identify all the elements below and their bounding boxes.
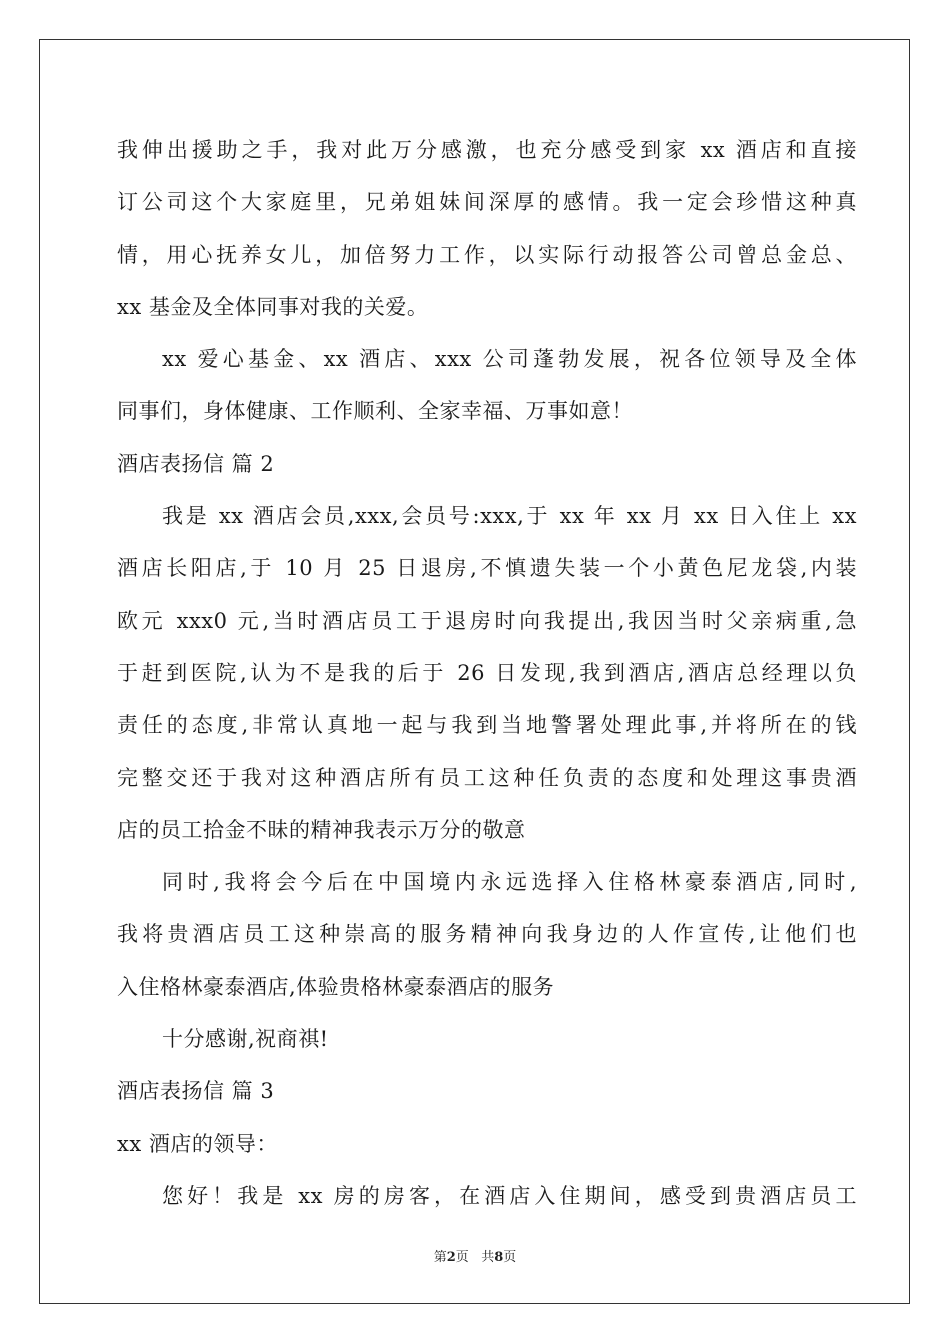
page-footer bbox=[0, 1246, 950, 1265]
text-line: 我伸出援助之手，我对此万分感激，也充分感受到家 xx 酒店和直接 bbox=[117, 138, 857, 162]
footer-page-suffix: 页 bbox=[455, 1250, 469, 1265]
paragraph-start: 同时,我将会今后在中国境内永远选择入住格林豪泰酒店,同时, bbox=[162, 870, 857, 895]
text-line: 责任的态度,非常认真地一起与我到当地警署处理此事,并将所在的钱 bbox=[117, 713, 857, 738]
paragraph-start: 您好！我是 xx 房的房客，在酒店入住期间，感受到贵酒店员工 bbox=[162, 1183, 857, 1208]
text-line: 入住格林豪泰酒店,体验贵格林豪泰酒店的服务 bbox=[117, 974, 555, 999]
text-line: 我将贵酒店员工这种崇高的服务精神向我身边的人作宣传,让他们也 bbox=[117, 922, 857, 947]
section-heading: 酒店表扬信 篇 3 bbox=[117, 1079, 275, 1104]
section-heading: 酒店表扬信 篇 2 bbox=[117, 451, 275, 476]
salutation: xx 酒店的领导： bbox=[117, 1131, 278, 1156]
footer-prefix: 第 bbox=[433, 1250, 447, 1265]
document-body bbox=[117, 128, 857, 1226]
text-line: 同事们，身体健康、工作顺利、全家幸福、万事如意！ bbox=[117, 399, 633, 424]
paragraph-start: xx 爱心基金、xx 酒店、xxx 公司蓬勃发展，祝各位领导及全体 bbox=[162, 347, 857, 372]
text-line: 完整交还于我对这种酒店所有员工这种任负责的态度和处理这事贵酒 bbox=[117, 765, 857, 790]
text-line: 情，用心抚养女儿，加倍努力工作，以实际行动报答公司曾总金总、 bbox=[117, 242, 857, 267]
footer-total-suffix: 页 bbox=[503, 1250, 517, 1265]
footer-total-prefix: 共 bbox=[481, 1250, 495, 1265]
text-line: 于赶到医院,认为不是我的后于 26 日发现,我到酒店,酒店总经理以负 bbox=[117, 660, 857, 685]
footer-total-pages: 8 bbox=[494, 1250, 504, 1265]
text-line: 店的员工拾金不昧的精神我表示万分的敬意 bbox=[117, 817, 526, 842]
text-line: xx 基金及全体同事对我的关爱。 bbox=[117, 294, 429, 319]
text-line: 欧元 xxx0 元,当时酒店员工于退房时向我提出,我因当时父亲病重,急 bbox=[117, 608, 857, 633]
text-line: 酒店长阳店,于 10 月 25 日退房,不慎遗失装一个小黄色尼龙袋,内装 bbox=[117, 556, 857, 581]
paragraph-start: 十分感谢,祝商祺! bbox=[162, 1027, 329, 1052]
paragraph-start: 我是 xx 酒店会员,xxx,会员号:xxx,于 xx 年 xx 月 xx 日入住上 xx bbox=[162, 504, 857, 529]
text-line: 订公司这个大家庭里，兄弟姐妹间深厚的感情。我一定会珍惜这种真 bbox=[117, 190, 857, 215]
footer-page-number: 2 bbox=[446, 1250, 456, 1265]
